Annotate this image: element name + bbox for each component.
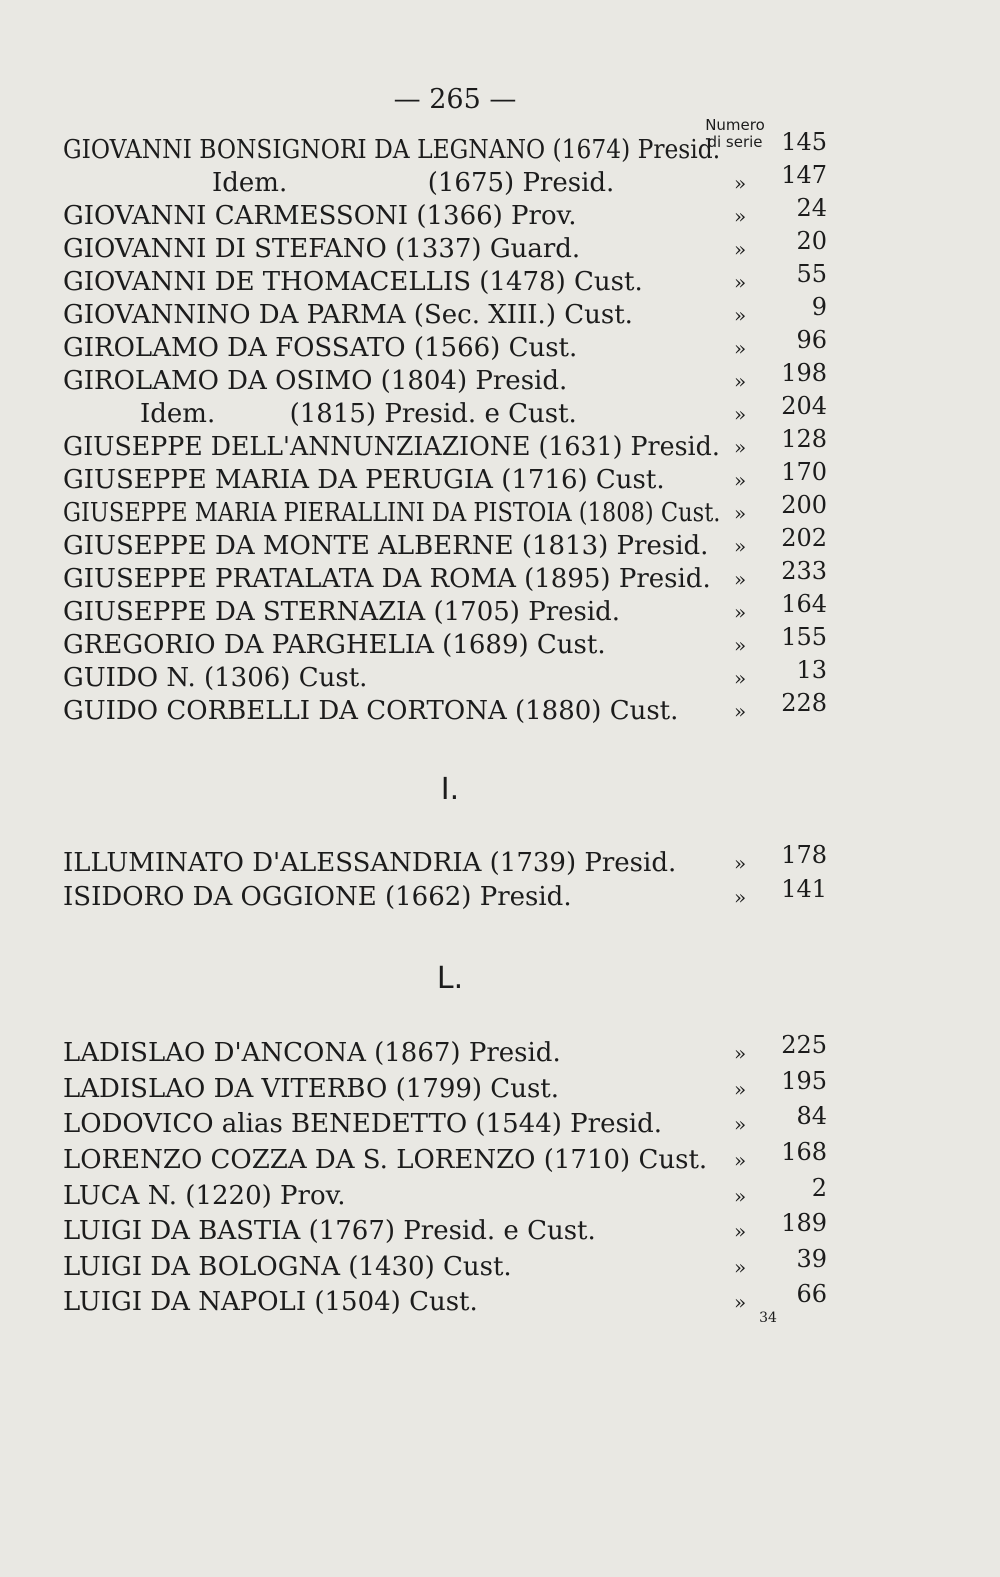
ditto-mark: » (734, 633, 747, 657)
ditto-mark: » (734, 699, 747, 723)
entry-number: 225 (781, 1031, 827, 1059)
entry-name: GIUSEPPE MARIA DA PERUGIA (1716) Cust. (63, 465, 665, 495)
entry-name: LUIGI DA NAPOLI (1504) Cust. (63, 1287, 478, 1317)
entry (0, 524, 1000, 563)
entry (0, 260, 1000, 299)
section-letter: L. (436, 961, 464, 996)
entry-name: GIOVANNI DE THOMACELLIS (1478) Cust. (63, 267, 643, 297)
entry-number: 147 (781, 161, 827, 189)
ditto-mark: » (734, 270, 747, 294)
entry (0, 194, 1000, 233)
entry (0, 841, 1000, 880)
entry (0, 359, 1000, 398)
ditto-mark: » (734, 468, 747, 492)
entry-number: 170 (781, 458, 827, 486)
entry-name: GIUSEPPE DELL'ANNUNZIAZIONE (1631) Presid. (63, 432, 720, 462)
section-letter: I. (440, 772, 460, 807)
entry-number: 164 (781, 590, 827, 618)
entry-number: 168 (781, 1138, 827, 1166)
entry-number: 96 (796, 326, 827, 354)
ditto-mark: » (734, 303, 747, 327)
ditto-mark: » (734, 885, 747, 909)
ditto-mark: » (734, 567, 747, 591)
entry-name: GIUSEPPE DA STERNAZIA (1705) Presid. (63, 597, 621, 627)
ditto-mark: » (734, 851, 747, 875)
entry (0, 1209, 1000, 1248)
entry (0, 392, 1000, 431)
entry-name: LADISLAO D'ANCONA (1867) Presid. (63, 1038, 561, 1068)
ditto-mark: » (734, 1184, 747, 1208)
entry (0, 1138, 1000, 1177)
entry-name: Idem. (1675) Presid. (212, 168, 615, 198)
entry (0, 557, 1000, 596)
entry-name: LUIGI DA BOLOGNA (1430) Cust. (63, 1252, 512, 1282)
ditto-mark: » (734, 1255, 747, 1279)
entry-name: GIROLAMO DA FOSSATO (1566) Cust. (63, 333, 578, 363)
entry-number: 200 (781, 491, 827, 519)
entry (0, 656, 1000, 695)
entry (0, 425, 1000, 464)
entry (0, 875, 1000, 914)
entry (0, 227, 1000, 266)
entry (0, 326, 1000, 365)
signature-mark: 34 (759, 1310, 777, 1326)
entry (0, 590, 1000, 629)
entry (0, 1174, 1000, 1213)
ditto-mark: » (734, 1219, 747, 1243)
entry-number: 202 (781, 524, 827, 552)
entry-name: GREGORIO DA PARGHELIA (1689) Cust. (63, 630, 606, 660)
entry-name: GIUSEPPE PRATALATA DA ROMA (1895) Presid. (63, 564, 711, 594)
entry (0, 128, 1000, 167)
ditto-mark: » (734, 1112, 747, 1136)
ditto-mark: » (734, 369, 747, 393)
entry-name: GIUSEPPE MARIA PIERALLINI DA PISTOIA (1808) Cust. (63, 498, 721, 528)
ditto-mark: » (734, 402, 747, 426)
entry-number: 128 (781, 425, 827, 453)
entry-name: LORENZO COZZA DA S. LORENZO (1710) Cust. (63, 1145, 708, 1175)
entry-name: GIOVANNI BONSIGNORI DA LEGNANO (1674) Presid. (63, 135, 721, 165)
ditto-mark: » (734, 1041, 747, 1065)
entry-number: 204 (781, 392, 827, 420)
entry-number: 9 (811, 293, 827, 321)
entry (0, 1280, 1000, 1319)
entry (0, 1102, 1000, 1141)
entry-number: 195 (781, 1067, 827, 1095)
entry-number: 55 (796, 260, 827, 288)
column-header-line1: Numero (705, 116, 765, 134)
ditto-mark: » (734, 534, 747, 558)
entry-name: LODOVICO alias BENEDETTO (1544) Presid. (63, 1109, 663, 1139)
page-number: — 265 — (393, 84, 517, 115)
entry (0, 458, 1000, 497)
entry-number: 189 (781, 1209, 827, 1237)
entry-name: GIOVANNI DI STEFANO (1337) Guard. (63, 234, 581, 264)
entry (0, 161, 1000, 200)
entry-name: GIROLAMO DA OSIMO (1804) Presid. (63, 366, 568, 396)
entry-number: 39 (796, 1245, 827, 1273)
entry-name: LADISLAO DA VITERBO (1799) Cust. (63, 1074, 560, 1104)
ditto-mark: » (734, 501, 747, 525)
entry-number: 2 (811, 1174, 827, 1202)
entry-name: ISIDORO DA OGGIONE (1662) Presid. (63, 882, 572, 912)
entry-name: ILLUMINATO D'ALESSANDRIA (1739) Presid. (63, 848, 677, 878)
entry (0, 1245, 1000, 1284)
ditto-mark: » (734, 237, 747, 261)
entry-number: 24 (796, 194, 827, 222)
entry-name: LUCA N. (1220) Prov. (63, 1181, 346, 1211)
entry-name: GIUSEPPE DA MONTE ALBERNE (1813) Presid. (63, 531, 709, 561)
entry (0, 623, 1000, 662)
ditto-mark: » (734, 171, 747, 195)
entry-number: 233 (781, 557, 827, 585)
entry-number: 66 (796, 1280, 827, 1308)
entry-number: 198 (781, 359, 827, 387)
entry-name: GIOVANNI CARMESSONI (1366) Prov. (63, 201, 577, 231)
ditto-mark: » (734, 435, 747, 459)
ditto-mark: » (734, 336, 747, 360)
ditto-mark: » (734, 666, 747, 690)
entry-number: 155 (781, 623, 827, 651)
entry-number: 141 (781, 875, 827, 903)
entry (0, 491, 1000, 530)
entry-name: GIOVANNINO DA PARMA (Sec. XIII.) Cust. (63, 300, 633, 330)
entry-number: 13 (796, 656, 827, 684)
entry-name: GUIDO N. (1306) Cust. (63, 663, 368, 693)
entry (0, 689, 1000, 728)
entry (0, 1067, 1000, 1106)
entry-number: 20 (796, 227, 827, 255)
entry-number: 228 (781, 689, 827, 717)
column-header-line2: di serie (707, 133, 763, 151)
ditto-mark: » (734, 600, 747, 624)
entry-name: Idem. (1815) Presid. e Cust. (140, 399, 577, 429)
entry-number: 84 (796, 1102, 827, 1130)
ditto-mark: » (734, 1077, 747, 1101)
ditto-mark: » (734, 1290, 747, 1314)
ditto-mark: » (734, 1148, 747, 1172)
entry (0, 293, 1000, 332)
entry-name: GUIDO CORBELLI DA CORTONA (1880) Cust. (63, 696, 679, 726)
ditto-mark: » (734, 204, 747, 228)
entry-number: 145 (781, 128, 827, 156)
entry-name: LUIGI DA BASTIA (1767) Presid. e Cust. (63, 1216, 596, 1246)
entry (0, 1031, 1000, 1070)
entry-number: 178 (781, 841, 827, 869)
